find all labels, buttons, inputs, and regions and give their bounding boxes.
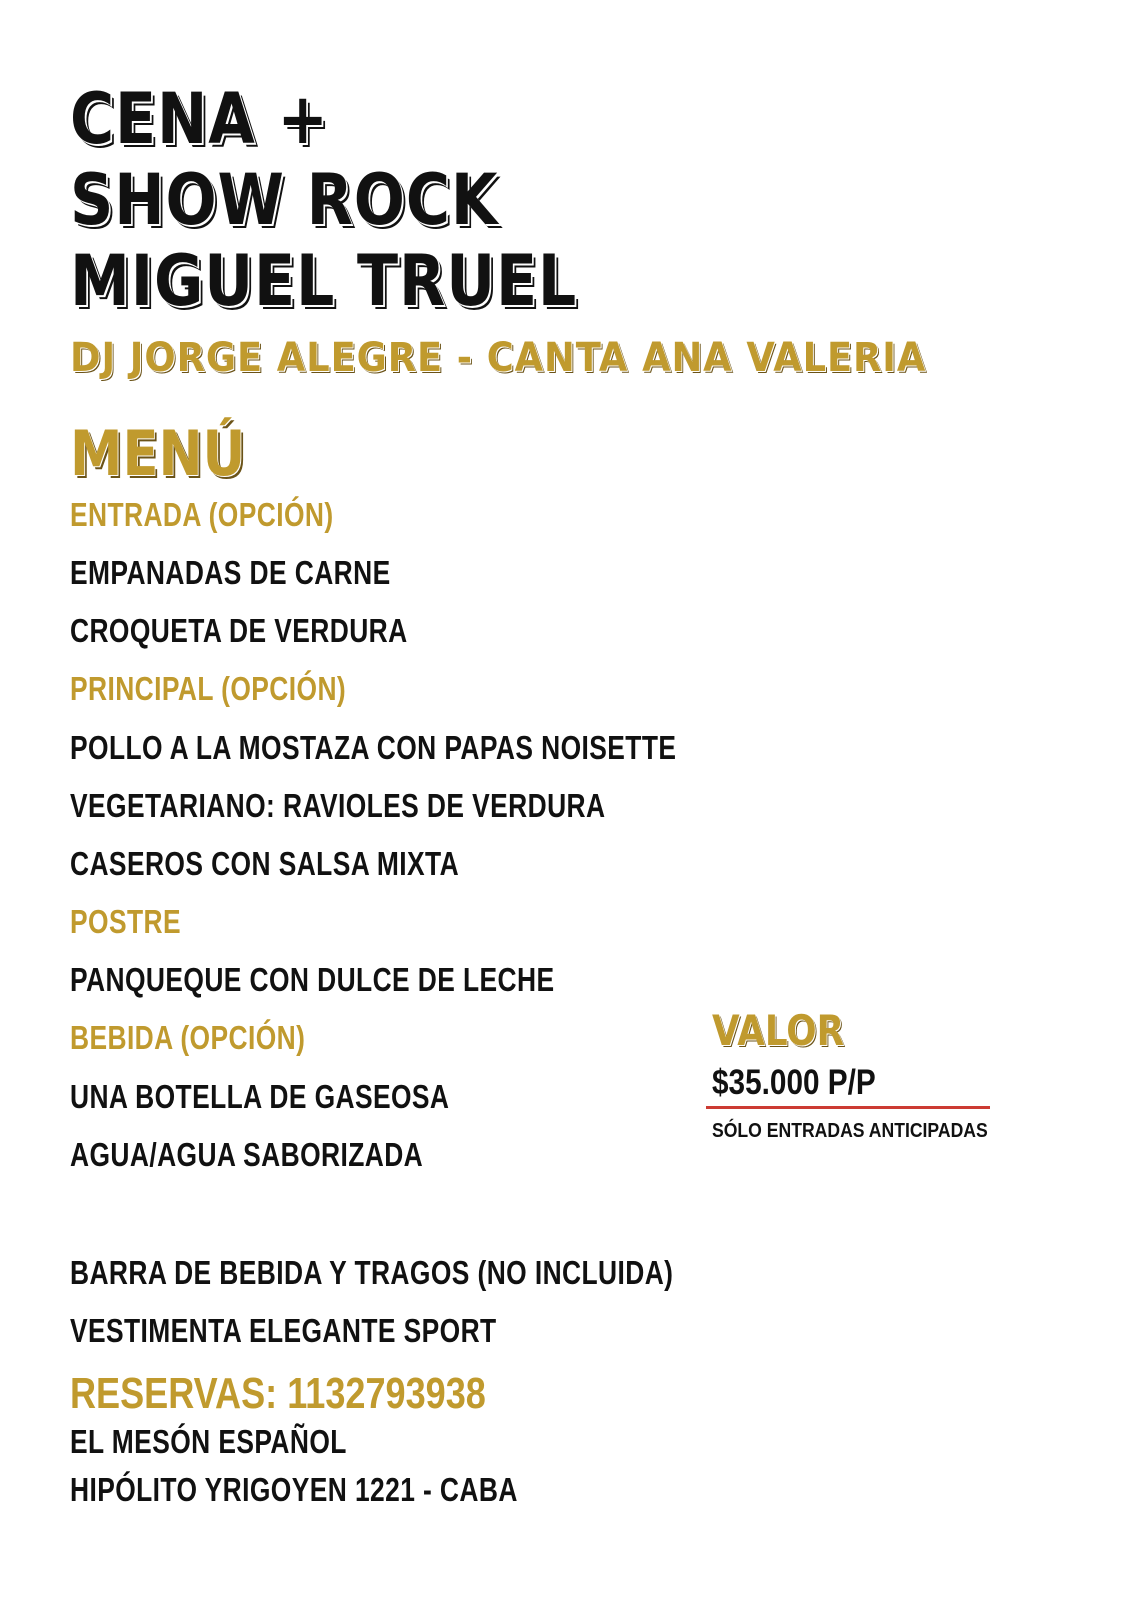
performers-subtitle: DJ JORGE ALEGRE - CANTA ANA VALERIA <box>70 335 927 381</box>
reservations-phone: RESERVAS: 1132793938 <box>70 1369 486 1418</box>
price-divider <box>706 1106 990 1109</box>
menu-item: VEGETARIANO: RAVIOLES DE VERDURA <box>70 787 606 824</box>
menu-item: POLLO A LA MOSTAZA CON PAPAS NOISETTE <box>70 729 677 766</box>
menu-item: EMPANADAS DE CARNE <box>70 554 391 591</box>
section-bebida-label: BEBIDA (OPCIÓN) <box>70 1019 306 1056</box>
menu-item: UNA BOTELLA DE GASEOSA <box>70 1078 450 1115</box>
price-amount: $35.000 P/P <box>712 1063 876 1102</box>
title-line-3: MIGUEL TRUEL <box>70 240 578 322</box>
price-label: VALOR <box>712 1006 845 1055</box>
section-postre-label: POSTRE <box>70 903 181 940</box>
menu-item: PANQUEQUE CON DULCE DE LECHE <box>70 961 555 998</box>
venue-address: HIPÓLITO YRIGOYEN 1221 - CABA <box>70 1471 518 1508</box>
title-line-2: SHOW ROCK <box>70 159 499 241</box>
extra-info: BARRA DE BEBIDA Y TRAGOS (NO INCLUIDA) <box>70 1254 674 1291</box>
section-principal-label: PRINCIPAL (OPCIÓN) <box>70 670 347 707</box>
extra-info: VESTIMENTA ELEGANTE SPORT <box>70 1312 497 1349</box>
menu-item: CASEROS CON SALSA MIXTA <box>70 845 460 882</box>
menu-item: AGUA/AGUA SABORIZADA <box>70 1136 424 1173</box>
menu-heading: MENÚ <box>70 417 246 490</box>
title-line-1: CENA + <box>70 78 329 160</box>
menu-item: CROQUETA DE VERDURA <box>70 612 408 649</box>
venue-name: EL MESÓN ESPAÑOL <box>70 1423 347 1460</box>
price-note: SÓLO ENTRADAS ANTICIPADAS <box>712 1120 988 1142</box>
section-entrada-label: ENTRADA (OPCIÓN) <box>70 496 334 533</box>
